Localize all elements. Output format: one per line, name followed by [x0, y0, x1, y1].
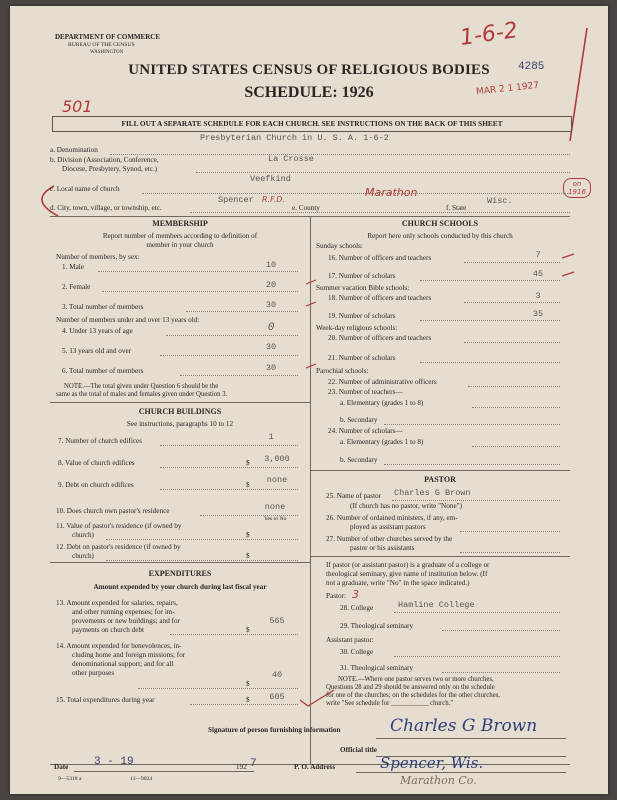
q14-label-3: denominational support; and for all [72, 660, 174, 668]
q13-label-2: and other running expenses; for im- [72, 608, 175, 616]
division-value: La Crosse [268, 154, 314, 164]
q13-label-3: provements or new buildings; and for [72, 617, 180, 625]
q27-line [460, 552, 560, 553]
q26-label: 26. Number of ordained ministers, if any, em- [326, 514, 458, 522]
q8-dollar: $ [246, 459, 250, 467]
q18-label: 18. Number of officers and teachers [328, 294, 432, 302]
q1-line [98, 271, 298, 272]
q24-label: 24. Number of scholars— [328, 427, 403, 435]
q7-value: 1 [268, 432, 274, 442]
denomination-value: Presbyterian Church in U. S. A. 1-6-2 [200, 133, 389, 143]
q13-value: 565 [269, 616, 285, 626]
q12-label: 12. Debt on pastor's residence (if owned by [56, 543, 181, 551]
q24b-label: b. Secondary [340, 456, 378, 464]
q9-label: 9. Debt on church edifices [58, 481, 134, 489]
membership-note: NOTE.—The total given under Question 6 should be the [64, 383, 219, 390]
q30-line [394, 656, 560, 657]
q5-label: 5. 13 years old and over [62, 347, 132, 355]
schools-check-marks [558, 250, 580, 284]
q28-value: Hamline College [398, 600, 475, 610]
city-label: d. City, town, village, or township, etc. [50, 204, 162, 212]
membership-intro-2: member in your church [146, 241, 214, 249]
sunday-heading: Sunday schools: [316, 242, 363, 250]
q29-line [442, 630, 560, 631]
q26-label-2: ployed as assistant pastors [350, 523, 426, 531]
q19-label: 19. Number of scholars [328, 312, 396, 320]
q16-line [464, 262, 560, 263]
schools-bottom-rule [310, 470, 570, 471]
q22-label: 22. Number of administrative officers [328, 378, 437, 386]
q3-line [186, 311, 298, 312]
q29-label: 29. Theological seminary [340, 622, 414, 630]
q15-value: 605 [269, 692, 285, 702]
margin-note: on 1916 [563, 178, 591, 198]
local-name-value: Veefkind [250, 174, 291, 184]
q27-label-2: pastor or his assistants [350, 544, 415, 552]
buildings-bottom-rule [50, 562, 310, 563]
q16-value: 7 [535, 250, 541, 260]
q25-label: 25. Name of pastor [326, 492, 382, 500]
q1-value: 10 [265, 260, 277, 270]
division-label-2: Diocese, Presbytery, Synod, etc.) [62, 165, 158, 173]
q6-line [180, 375, 298, 376]
q3-label: 3. Total number of members [62, 303, 144, 311]
state-label: f. State [446, 204, 467, 212]
received-date-stamp: MAR 2 1 1927 [475, 80, 540, 98]
q18-line [464, 302, 560, 303]
q23a-label: a. Elementary (grades 1 to 8) [340, 399, 424, 407]
q4-label: 4. Under 13 years of age [62, 327, 133, 335]
q12-label-2: church) [72, 552, 94, 560]
q6-label: 6. Total number of members [62, 367, 144, 375]
q21-line [420, 362, 560, 363]
graduate-instructions-2: theological seminary, give name of institution below. (If [326, 570, 488, 578]
state-value: Wisc. [487, 196, 513, 206]
expenditures-title: EXPENDITURES [148, 569, 212, 578]
census-schedule-form [10, 6, 608, 794]
q15-label: 15. Total expenditures during year [56, 696, 155, 704]
q11-line [106, 539, 298, 540]
q12-dollar: $ [246, 552, 250, 560]
q7-line [160, 445, 298, 446]
year-value: 7 [250, 758, 257, 770]
denomination-line [110, 154, 570, 155]
address-label: P. O. Address [294, 763, 336, 771]
denomination-label: a. Denomination [50, 146, 98, 154]
pastor-note: NOTE.—Where one pastor serves two or more churches, [338, 676, 494, 683]
q9-line [160, 489, 298, 490]
local-name-line [142, 193, 570, 194]
q24a-line [472, 446, 560, 447]
q2-line [102, 291, 298, 292]
bureau-name: BUREAU OF THE CENSUS [68, 42, 135, 48]
membership-note-2: same as the total of males and females given under Question 3. [56, 391, 228, 398]
county-value: Marathon [365, 186, 418, 199]
city-line [190, 212, 570, 213]
pastor-subheading: Pastor: [326, 592, 346, 600]
q2-value: 20 [265, 280, 277, 290]
form-title: UNITED STATES CENSUS OF RELIGIOUS BODIES [128, 62, 490, 78]
q17-line [420, 280, 560, 281]
q9-dollar: $ [246, 481, 250, 489]
signature-label: Signature of person furnishing information [208, 726, 341, 734]
q3-value: 30 [265, 300, 277, 310]
q23a-line [472, 407, 560, 408]
q19-value: 35 [532, 309, 544, 319]
q21-label: 21. Number of scholars [328, 354, 396, 362]
weekday-heading: Week-day religious schools: [316, 324, 398, 332]
q5-value: 30 [265, 342, 277, 352]
q11-label-2: church) [72, 531, 94, 539]
q14-dollar: $ [246, 680, 250, 688]
q18-value: 3 [535, 291, 541, 301]
membership-title: MEMBERSHIP [152, 219, 208, 228]
pastor-note-2: Questions 28 and 29 should be answered only on the schedule [326, 684, 495, 691]
q14-line [138, 688, 298, 689]
q15-line [190, 704, 298, 705]
q22-line [468, 386, 560, 387]
q14-label-2: cluding home and foreign missions; for [72, 651, 186, 659]
signature-value: Charles G Brown [390, 716, 538, 736]
q19-line [420, 320, 560, 321]
q6-value: 30 [265, 363, 277, 373]
stamp-number: 4285 [518, 61, 545, 73]
year-prefix: 192 [236, 763, 247, 771]
city-value: Spencer [218, 195, 254, 205]
q5-line [160, 355, 298, 356]
schools-intro: Report here only schools conducted by this church [367, 232, 513, 240]
form-number: 9—5318 a [58, 776, 82, 782]
q4-line [166, 335, 298, 336]
division-label: b. Division (Association, Conference, [50, 156, 159, 164]
pastor-note-3: for one of the churches; on the schedules for the other churches, [326, 692, 501, 699]
assistant-subheading: Assistant pastor: [326, 636, 374, 644]
q8-label: 8. Value of church edifices [58, 459, 135, 467]
q24a-label: a. Elementary (grades 1 to 8) [340, 438, 424, 446]
city-code: R.F.D. [262, 195, 285, 204]
q14-label-4: other purposes [72, 669, 115, 677]
form-number-2: 11—9024 [130, 776, 153, 782]
q31-line [442, 672, 560, 673]
age-heading: Number of members under and over 13 years old: [56, 316, 200, 324]
q20-line [464, 342, 560, 343]
pastor-mark: 3 [352, 588, 359, 601]
handwritten-number: 501 [62, 97, 93, 116]
q10-label: 10. Does church own pastor's residence [56, 507, 170, 515]
q14-label: 14. Amount expended for benevolences, in- [56, 642, 182, 650]
q30-label: 30. College [340, 648, 374, 656]
q13-line [170, 634, 298, 635]
pastor-title: PASTOR [424, 475, 456, 484]
graduate-instructions: If pastor (or assistant pastor) is a graduate of a college or [326, 561, 490, 569]
yes-no-hint: Yes or No [264, 516, 287, 522]
q28-line [394, 612, 560, 613]
q7-label: 7. Number of church edifices [58, 437, 143, 445]
q2-label: 2. Female [62, 283, 91, 291]
local-name-label: c. Local name of church [50, 185, 120, 193]
q4-value: 0 [267, 322, 275, 334]
q26-line [460, 531, 560, 532]
division-line [196, 172, 570, 173]
q15-dollar: $ [246, 696, 250, 704]
handwritten-code: 1-6-2 [458, 18, 520, 51]
date-label: Date [54, 763, 69, 771]
q23-label: 23. Number of teachers— [328, 388, 403, 396]
q13-label: 13. Amount expended for salaries, repairs, [56, 599, 178, 607]
parochial-heading: Parochial schools: [316, 367, 369, 375]
q20-label: 20. Number of officers and teachers [328, 334, 432, 342]
department-name: DEPARTMENT OF COMMERCE [55, 33, 161, 41]
q11-label: 11. Value of pastor's residence (if owned by [56, 522, 182, 530]
official-title-label: Official title [340, 746, 377, 754]
buildings-title: CHURCH BUILDINGS [138, 407, 222, 416]
q12-line [106, 560, 298, 561]
q25-note: (If church has no pastor, write "None") [350, 502, 462, 510]
membership-bottom-rule [50, 402, 310, 403]
graduate-instructions-3: not a graduate, write "No" in the space indicated.) [326, 579, 470, 587]
buildings-intro: See instructions, paragraphs 10 to 12 [126, 420, 234, 428]
schedule-title: SCHEDULE: 1926 [244, 84, 374, 101]
q17-value: 45 [532, 269, 544, 279]
q14-value: 40 [271, 670, 283, 680]
q10-value: none [264, 502, 286, 512]
q8-value: 3,000 [264, 454, 290, 464]
city-name: WASHINGTON [90, 50, 124, 55]
q27-label: 27. Number of other churches served by the [326, 535, 453, 543]
q25-value: Charles G Brown [394, 488, 471, 498]
q25-line [392, 500, 560, 501]
address-value: Spencer, Wis. [380, 754, 484, 772]
q11-dollar: $ [246, 531, 250, 539]
q31-label: 31. Theological seminary [340, 664, 414, 672]
date-line [74, 771, 254, 772]
address-line-2: Marathon Co. [400, 774, 477, 787]
summer-heading: Summer vacation Bible schools: [316, 284, 410, 292]
schools-title: CHURCH SCHOOLS [401, 219, 479, 228]
q17-label: 17. Number of scholars [328, 272, 396, 280]
q13-label-4: payments on church debt [72, 626, 145, 634]
q13-dollar: $ [246, 626, 250, 634]
pastor-mid-rule [310, 556, 570, 557]
q28-label: 28. College [340, 604, 374, 612]
q23b-label: b. Secondary [340, 416, 378, 424]
date-value: 3 - 19 [94, 756, 134, 768]
pastor-note-4: write "See schedule for ___________ church." [326, 700, 454, 707]
q9-value: none [266, 475, 288, 485]
address-line [356, 772, 566, 773]
q16-label: 16. Number of officers and teachers [328, 254, 432, 262]
q23b-line [384, 424, 560, 425]
q8-line [160, 467, 298, 468]
by-sex-heading: Number of members, by sex: [56, 253, 140, 261]
county-label: e. County [292, 204, 320, 212]
q1-label: 1. Male [62, 263, 84, 271]
signature-line [376, 738, 566, 739]
membership-intro: Report number of members according to definition of [102, 232, 258, 240]
instruction-banner: FILL OUT A SEPARATE SCHEDULE FOR EACH CHURCH. SEE INSTRUCTIONS ON THE BACK OF THIS SHEET [52, 116, 572, 132]
expenditures-intro: Amount expended by your church during last fiscal year [93, 583, 267, 591]
q24b-line [384, 464, 560, 465]
